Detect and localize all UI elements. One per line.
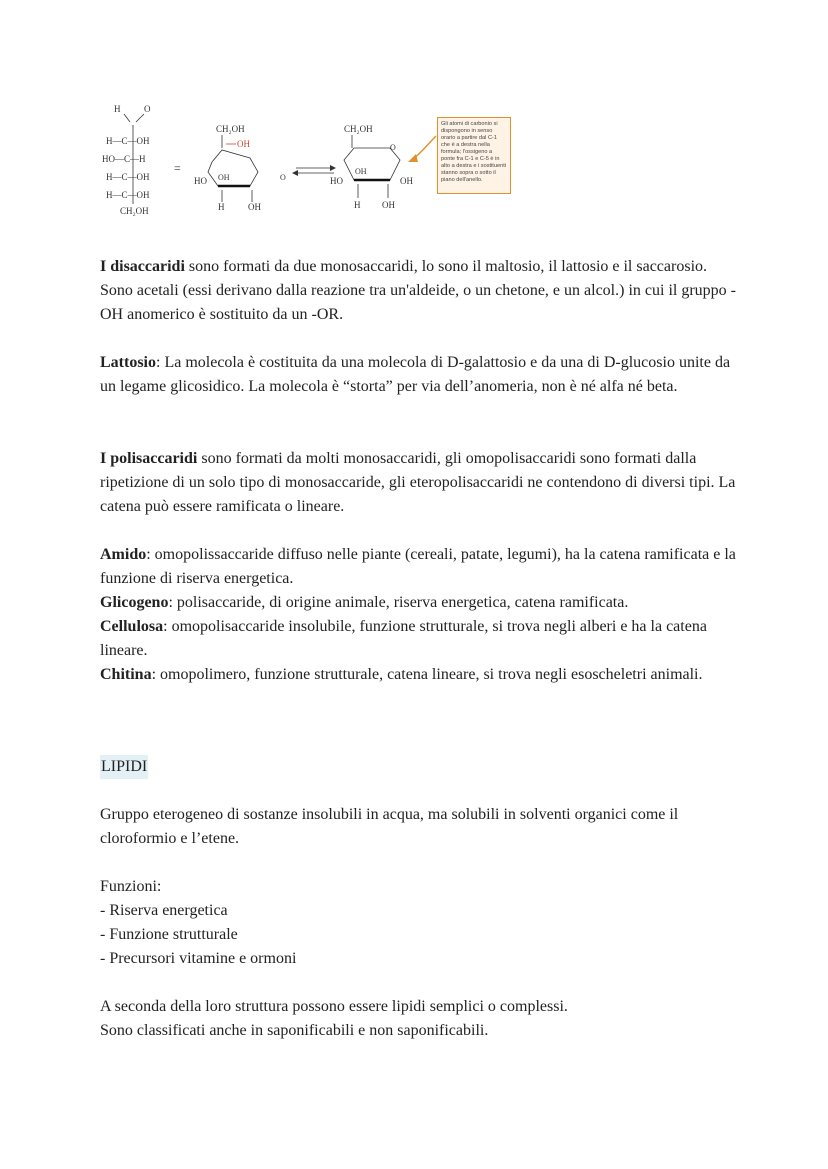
chain-c1-o: O <box>144 104 151 114</box>
intermediate-bottom-oh: OH <box>248 202 261 212</box>
glucose-structure-figure <box>100 100 520 225</box>
text-amido: : omopolissaccaride diffuso nelle piante (cereali, patate, legumi), ha la catena ramificata e la funzione di riserva energetica. <box>100 546 736 587</box>
term-chitina: Chitina <box>100 666 152 683</box>
intermediate-oh: OH <box>218 173 230 182</box>
paragraph-disaccaridi <box>100 255 740 327</box>
term-glicogeno: Glicogeno <box>100 594 169 611</box>
ring-ho: HO <box>330 176 343 186</box>
section-heading-lipidi: LIPIDI <box>100 755 148 779</box>
intermediate-red-oh: OH <box>237 139 250 149</box>
intermediate-ch2oh: CH₂OH <box>216 124 245 134</box>
term-polisaccaridi: I polisaccaridi <box>100 450 198 467</box>
text-cellulosa: : omopolisaccaride insolubile, funzione strutturale, si trova negli alberi e ha la catena lineare. <box>100 618 707 659</box>
chain-row-1: H—C—OH <box>106 136 150 146</box>
funzioni-label: Funzioni: <box>100 878 162 895</box>
text-glicogeno: : polisaccaride, di origine animale, riserva energetica, catena ramificata. <box>168 594 629 611</box>
text-chitina: : omopolimero, funzione strutturale, catena lineare, si trova negli esoscheletri animali. <box>151 666 703 683</box>
equilibrium-arrows <box>292 165 336 176</box>
equals-sign: = <box>174 161 181 175</box>
term-lattosio: Lattosio <box>100 354 156 371</box>
ring-bottom-oh: OH <box>382 200 395 210</box>
paragraph-lattosio <box>100 351 740 399</box>
term-disaccaridi: I disaccaridi <box>100 258 185 275</box>
haworth-ring <box>330 124 436 210</box>
ring-bottom-h: H <box>354 200 361 210</box>
intermediate-structure <box>194 124 286 212</box>
text-disaccaridi: sono formati da due monosaccaridi, lo sono il maltosio, il lattosio e il saccarosio. Sono acetali (essi derivano dalla reazione tra un'aldeide, o un chetone, e un alcol.) in cui il gruppo -OH anomerico è sostituito da un -OR. <box>100 258 736 323</box>
classification-line-1: A seconda della loro struttura possono essere lipidi semplici o complessi. <box>100 998 568 1015</box>
funzione-item-2: - Funzione strutturale <box>100 926 238 943</box>
intermediate-ho: HO <box>194 176 207 186</box>
chain-row-2: HO—C—H <box>102 154 146 164</box>
paragraph-lipidi-classification <box>100 995 740 1043</box>
chain-row-4: H—C—OH <box>106 190 150 200</box>
ring-oh-right: OH <box>400 176 413 186</box>
definition-amido <box>100 543 740 591</box>
term-amido: Amido <box>100 546 147 563</box>
text-polisaccaridi: sono formati da molti monosaccaridi, gli omopolisaccaridi sono formati dalla ripetizione di un solo tipo di monosaccaride, gli eteropolisaccaridi ne contendono di diversi tipi. La catena può essere ramificata o lineare. <box>100 450 736 515</box>
polysaccharide-definitions <box>100 543 740 687</box>
funzione-item-1: - Riserva energetica <box>100 902 228 919</box>
definition-chitina <box>100 663 740 687</box>
section-lipidi <box>100 755 740 779</box>
paragraph-polisaccaridi <box>100 447 740 519</box>
term-cellulosa: Cellulosa <box>100 618 164 635</box>
intermediate-bottom-h: H <box>218 202 225 212</box>
chain-c1-h: H <box>114 104 121 114</box>
ring-ch2oh: CH₂OH <box>344 124 373 134</box>
chain-c6: CH₂OH <box>120 206 149 216</box>
chain-row-3: H—C—OH <box>106 172 150 182</box>
ring-o: O <box>390 143 396 152</box>
lipidi-funzioni <box>100 875 740 971</box>
paragraph-lipidi-intro: Gruppo eterogeneo di sostanze insolubili in acqua, ma solubili in solventi organici come il cloroformio e l’etene. <box>100 806 679 847</box>
funzione-item-3: - Precursori vitamine e ormoni <box>100 950 297 967</box>
definition-cellulosa <box>100 615 740 663</box>
ring-oh-inner: OH <box>355 167 367 176</box>
intermediate-o: O <box>280 173 286 182</box>
figure-annotation-box: Gli atomi di carbonio si dispongono in senso orario a partire dal C-1 che è a destra nella formula; l'ossigeno a ponte fra C-1 e C-5 è in alto a destra e i sostituenti stanno sopra o sotto il piano dell'anello. <box>437 117 511 194</box>
text-lattosio: : La molecola è costituita da una molecola di D-galattosio e da una di D-glucosio unite da un legame glicosidico. La molecola è “storta” per via dell’anomeria, non è né alfa né beta. <box>100 354 731 395</box>
classification-line-2: Sono classificati anche in saponificabili e non saponificabili. <box>100 1022 489 1039</box>
definition-glicogeno <box>100 591 740 615</box>
fischer-projection <box>102 104 151 216</box>
